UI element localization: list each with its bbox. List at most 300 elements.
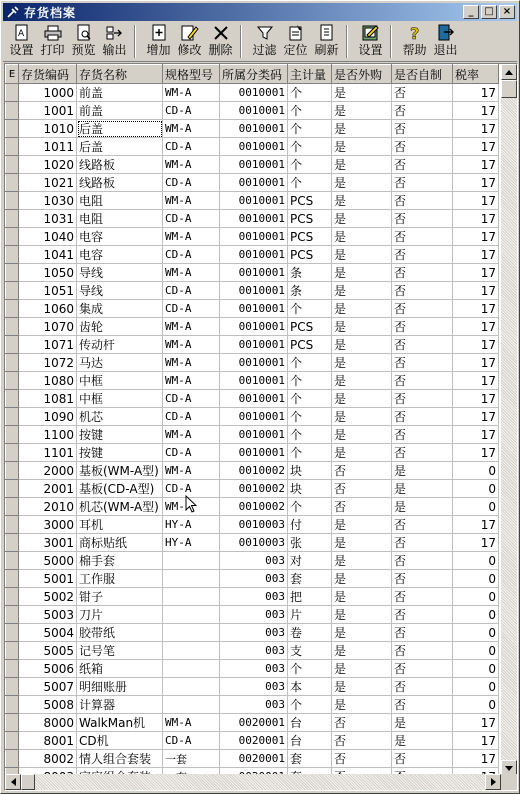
purchased-cell[interactable]: 是 — [332, 264, 392, 282]
unit-cell[interactable]: 个 — [288, 84, 332, 102]
unit-cell[interactable]: 条 — [288, 264, 332, 282]
row-indicator[interactable] — [6, 408, 19, 426]
item-name-cell[interactable]: 机芯(WM-A型) — [77, 498, 163, 516]
row-indicator[interactable] — [6, 102, 19, 120]
table-row[interactable] — [6, 408, 499, 426]
minimize-button[interactable]: _ — [463, 5, 479, 19]
self-made-cell[interactable]: 否 — [392, 426, 453, 444]
item-name-cell[interactable]: 按键 — [77, 426, 163, 444]
table-row[interactable] — [6, 660, 499, 678]
category-code-cell[interactable]: 0010002 — [220, 462, 288, 480]
refresh-button[interactable] — [311, 22, 342, 61]
table-row[interactable] — [6, 264, 499, 282]
row-indicator[interactable] — [6, 246, 19, 264]
self-made-cell[interactable]: 是 — [392, 732, 453, 750]
purchased-cell[interactable]: 是 — [332, 660, 392, 678]
item-code-cell[interactable]: 1072 — [19, 354, 77, 372]
self-made-cell[interactable]: 否 — [392, 318, 453, 336]
row-indicator[interactable] — [6, 300, 19, 318]
column-header[interactable]: 是否外购 — [332, 65, 392, 84]
tax-rate-cell[interactable]: 17 — [453, 408, 499, 426]
purchased-cell[interactable]: 否 — [332, 750, 392, 768]
self-made-cell[interactable]: 否 — [392, 534, 453, 552]
row-indicator[interactable] — [6, 570, 19, 588]
row-indicator[interactable] — [6, 282, 19, 300]
item-name-cell[interactable]: 棉手套 — [77, 552, 163, 570]
item-code-cell[interactable]: 1071 — [19, 336, 77, 354]
purchased-cell[interactable]: 是 — [332, 534, 392, 552]
row-indicator[interactable] — [6, 624, 19, 642]
row-indicator[interactable] — [6, 552, 19, 570]
self-made-cell[interactable]: 否 — [392, 606, 453, 624]
tax-rate-cell[interactable]: 0 — [453, 696, 499, 714]
row-indicator[interactable] — [6, 138, 19, 156]
self-made-cell[interactable]: 否 — [392, 246, 453, 264]
export-button[interactable] — [99, 22, 130, 61]
item-name-cell[interactable]: 纸箱 — [77, 660, 163, 678]
tax-rate-cell[interactable]: 17 — [453, 282, 499, 300]
item-code-cell[interactable]: 1031 — [19, 210, 77, 228]
item-code-cell[interactable]: 5002 — [19, 588, 77, 606]
row-indicator[interactable] — [6, 750, 19, 768]
purchased-cell[interactable]: 是 — [332, 210, 392, 228]
table-row[interactable] — [6, 696, 499, 714]
item-name-cell[interactable]: 基板(WM-A型) — [77, 462, 163, 480]
item-code-cell[interactable]: 1011 — [19, 138, 77, 156]
tax-rate-cell[interactable]: 17 — [453, 174, 499, 192]
item-code-cell[interactable]: 1041 — [19, 246, 77, 264]
self-made-cell[interactable]: 否 — [392, 570, 453, 588]
item-name-cell[interactable]: 商标贴纸 — [77, 534, 163, 552]
spec-cell[interactable]: CD-A — [163, 408, 220, 426]
spec-cell[interactable] — [163, 624, 220, 642]
purchased-cell[interactable]: 是 — [332, 588, 392, 606]
tax-rate-cell[interactable]: 17 — [453, 534, 499, 552]
purchased-cell[interactable]: 是 — [332, 516, 392, 534]
vertical-scrollbar[interactable] — [501, 64, 517, 776]
unit-cell[interactable]: PCS — [288, 192, 332, 210]
item-code-cell[interactable]: 1100 — [19, 426, 77, 444]
row-indicator[interactable] — [6, 480, 19, 498]
unit-cell[interactable]: 条 — [288, 282, 332, 300]
table-row[interactable] — [6, 210, 499, 228]
spec-cell[interactable]: CD-A — [163, 300, 220, 318]
self-made-cell[interactable]: 否 — [392, 516, 453, 534]
table-row[interactable] — [6, 570, 499, 588]
title-bar[interactable] — [3, 3, 517, 21]
purchased-cell[interactable]: 是 — [332, 444, 392, 462]
category-code-cell[interactable]: 0010001 — [220, 174, 288, 192]
item-name-cell[interactable]: 导线 — [77, 282, 163, 300]
tax-rate-cell[interactable]: 0 — [453, 642, 499, 660]
purchased-cell[interactable]: 是 — [332, 192, 392, 210]
purchased-cell[interactable]: 是 — [332, 156, 392, 174]
row-indicator[interactable] — [6, 516, 19, 534]
spec-cell[interactable] — [163, 552, 220, 570]
table-row[interactable] — [6, 588, 499, 606]
printer-button[interactable] — [37, 22, 68, 61]
purchased-cell[interactable]: 是 — [332, 174, 392, 192]
category-code-cell[interactable]: 0010001 — [220, 84, 288, 102]
tax-rate-cell[interactable]: 17 — [453, 138, 499, 156]
item-name-cell[interactable]: 前盖 — [77, 84, 163, 102]
row-indicator[interactable] — [6, 606, 19, 624]
tax-rate-cell[interactable]: 17 — [453, 192, 499, 210]
table-row[interactable] — [6, 174, 499, 192]
row-indicator[interactable] — [6, 210, 19, 228]
purchased-cell[interactable]: 否 — [332, 480, 392, 498]
spec-cell[interactable]: WM-A — [163, 156, 220, 174]
maximize-button[interactable]: □ — [481, 5, 497, 19]
purchased-cell[interactable]: 是 — [332, 642, 392, 660]
tax-rate-cell[interactable]: 0 — [453, 570, 499, 588]
category-code-cell[interactable]: 0010001 — [220, 192, 288, 210]
self-made-cell[interactable]: 否 — [392, 372, 453, 390]
self-made-cell[interactable]: 否 — [392, 192, 453, 210]
item-code-cell[interactable]: 5005 — [19, 642, 77, 660]
category-code-cell[interactable]: 0010001 — [220, 210, 288, 228]
self-made-cell[interactable]: 否 — [392, 138, 453, 156]
item-code-cell[interactable]: 2010 — [19, 498, 77, 516]
table-row[interactable] — [6, 390, 499, 408]
spec-cell[interactable]: 一套 — [163, 750, 220, 768]
unit-cell[interactable]: 套 — [288, 750, 332, 768]
category-code-cell[interactable]: 0010001 — [220, 390, 288, 408]
unit-cell[interactable]: 付 — [288, 516, 332, 534]
purchased-cell[interactable]: 是 — [332, 624, 392, 642]
tax-rate-cell[interactable]: 0 — [453, 462, 499, 480]
unit-cell[interactable]: 张 — [288, 534, 332, 552]
tax-rate-cell[interactable]: 17 — [453, 246, 499, 264]
tax-rate-cell[interactable]: 17 — [453, 714, 499, 732]
purchased-cell[interactable]: 是 — [332, 246, 392, 264]
item-name-cell[interactable]: 马达 — [77, 354, 163, 372]
purchased-cell[interactable]: 是 — [332, 102, 392, 120]
unit-cell[interactable]: PCS — [288, 336, 332, 354]
unit-cell[interactable]: PCS — [288, 318, 332, 336]
category-code-cell[interactable]: 0020001 — [220, 732, 288, 750]
self-made-cell[interactable]: 否 — [392, 660, 453, 678]
tax-rate-cell[interactable]: 17 — [453, 318, 499, 336]
self-made-cell[interactable]: 否 — [392, 156, 453, 174]
purchased-cell[interactable]: 是 — [332, 228, 392, 246]
tax-rate-cell[interactable]: 17 — [453, 336, 499, 354]
row-indicator[interactable] — [6, 336, 19, 354]
item-code-cell[interactable]: 3000 — [19, 516, 77, 534]
purchased-cell[interactable]: 是 — [332, 570, 392, 588]
spec-cell[interactable]: WM-A — [163, 264, 220, 282]
tax-rate-cell[interactable]: 17 — [453, 354, 499, 372]
unit-cell[interactable]: 台 — [288, 732, 332, 750]
tax-rate-cell[interactable]: 0 — [453, 678, 499, 696]
row-indicator[interactable] — [6, 228, 19, 246]
item-name-cell[interactable]: 计算器 — [77, 696, 163, 714]
item-name-cell[interactable]: 明细账册 — [77, 678, 163, 696]
category-code-cell[interactable]: 0010003 — [220, 516, 288, 534]
unit-cell[interactable]: 卷 — [288, 624, 332, 642]
unit-cell[interactable]: 块 — [288, 480, 332, 498]
row-indicator[interactable] — [6, 264, 19, 282]
filter-button[interactable] — [249, 22, 280, 61]
item-name-cell[interactable]: 按键 — [77, 444, 163, 462]
spec-cell[interactable]: WM-A — [163, 372, 220, 390]
item-code-cell[interactable]: 1010 — [19, 120, 77, 138]
item-name-cell[interactable]: 基板(CD-A型) — [77, 480, 163, 498]
purchased-cell[interactable]: 是 — [332, 354, 392, 372]
row-indicator[interactable] — [6, 660, 19, 678]
table-row[interactable] — [6, 336, 499, 354]
category-code-cell[interactable]: 0010002 — [220, 480, 288, 498]
table-row[interactable] — [6, 102, 499, 120]
item-code-cell[interactable]: 2000 — [19, 462, 77, 480]
item-name-cell[interactable]: 记号笔 — [77, 642, 163, 660]
table-row[interactable] — [6, 318, 499, 336]
category-code-cell[interactable]: 0010002 — [220, 498, 288, 516]
tax-rate-cell[interactable]: 17 — [453, 264, 499, 282]
row-indicator[interactable] — [6, 372, 19, 390]
item-name-cell[interactable]: WalkMan机 — [77, 714, 163, 732]
category-code-cell[interactable]: 003 — [220, 570, 288, 588]
item-code-cell[interactable]: 5003 — [19, 606, 77, 624]
spec-cell[interactable]: CD-A — [163, 210, 220, 228]
self-made-cell[interactable]: 否 — [392, 354, 453, 372]
category-code-cell[interactable]: 0010001 — [220, 156, 288, 174]
row-indicator[interactable] — [6, 678, 19, 696]
tax-rate-cell[interactable]: 0 — [453, 498, 499, 516]
item-name-cell[interactable]: 前盖 — [77, 102, 163, 120]
column-header[interactable]: 规格型号 — [163, 65, 220, 84]
category-code-cell[interactable]: 003 — [220, 642, 288, 660]
table-row[interactable] — [6, 138, 499, 156]
category-code-cell[interactable]: 003 — [220, 624, 288, 642]
help-button[interactable] — [399, 22, 430, 61]
item-code-cell[interactable]: 1051 — [19, 282, 77, 300]
item-code-cell[interactable]: 1021 — [19, 174, 77, 192]
row-indicator[interactable] — [6, 192, 19, 210]
unit-cell[interactable]: 个 — [288, 156, 332, 174]
row-indicator[interactable] — [6, 318, 19, 336]
item-code-cell[interactable]: 1001 — [19, 102, 77, 120]
purchased-cell[interactable]: 是 — [332, 678, 392, 696]
vertical-scroll-thumb[interactable] — [501, 80, 517, 98]
item-name-cell[interactable]: 传动杆 — [77, 336, 163, 354]
column-header[interactable]: 是否自制 — [392, 65, 453, 84]
item-code-cell[interactable]: 5007 — [19, 678, 77, 696]
category-code-cell[interactable]: 0020001 — [220, 714, 288, 732]
unit-cell[interactable]: 个 — [288, 174, 332, 192]
row-indicator[interactable] — [6, 588, 19, 606]
self-made-cell[interactable]: 否 — [392, 678, 453, 696]
spec-cell[interactable] — [163, 696, 220, 714]
item-code-cell[interactable]: 1020 — [19, 156, 77, 174]
row-indicator[interactable] — [6, 444, 19, 462]
table-row[interactable] — [6, 462, 499, 480]
row-indicator[interactable] — [6, 462, 19, 480]
item-name-cell[interactable]: 后盖 — [77, 138, 163, 156]
row-indicator[interactable] — [6, 156, 19, 174]
unit-cell[interactable]: PCS — [288, 228, 332, 246]
category-code-cell[interactable]: 0010001 — [220, 102, 288, 120]
row-indicator[interactable] — [6, 498, 19, 516]
row-indicator[interactable] — [6, 174, 19, 192]
category-code-cell[interactable]: 0010001 — [220, 426, 288, 444]
self-made-cell[interactable]: 否 — [392, 444, 453, 462]
category-code-cell[interactable]: 003 — [220, 552, 288, 570]
tax-rate-cell[interactable]: 17 — [453, 120, 499, 138]
spec-cell[interactable]: CD-A — [163, 246, 220, 264]
table-row[interactable] — [6, 84, 499, 102]
self-made-cell[interactable]: 是 — [392, 714, 453, 732]
purchased-cell[interactable]: 是 — [332, 390, 392, 408]
purchased-cell[interactable]: 是 — [332, 300, 392, 318]
row-indicator[interactable] — [6, 390, 19, 408]
unit-cell[interactable]: 个 — [288, 300, 332, 318]
item-name-cell[interactable]: 钳子 — [77, 588, 163, 606]
spec-cell[interactable] — [163, 660, 220, 678]
spec-cell[interactable]: WM-A — [163, 354, 220, 372]
self-made-cell[interactable]: 否 — [392, 624, 453, 642]
row-indicator[interactable] — [6, 120, 19, 138]
item-name-cell[interactable]: 电阻 — [77, 210, 163, 228]
spec-cell[interactable]: WM- — [163, 498, 220, 516]
unit-cell[interactable]: 块 — [288, 462, 332, 480]
category-code-cell[interactable]: 0010001 — [220, 336, 288, 354]
item-name-cell[interactable]: 机芯 — [77, 408, 163, 426]
purchased-cell[interactable]: 是 — [332, 552, 392, 570]
category-code-cell[interactable]: 0010001 — [220, 372, 288, 390]
item-name-cell[interactable]: 耳机 — [77, 516, 163, 534]
category-code-cell[interactable]: 0010001 — [220, 318, 288, 336]
item-code-cell[interactable]: 3001 — [19, 534, 77, 552]
spec-cell[interactable]: HY-A — [163, 534, 220, 552]
item-code-cell[interactable]: 1101 — [19, 444, 77, 462]
row-indicator[interactable] — [6, 696, 19, 714]
item-code-cell[interactable]: 1081 — [19, 390, 77, 408]
unit-cell[interactable]: 个 — [288, 390, 332, 408]
table-row[interactable] — [6, 516, 499, 534]
category-code-cell[interactable]: 0010001 — [220, 408, 288, 426]
item-name-cell[interactable]: 集成 — [77, 300, 163, 318]
settings-button[interactable] — [355, 22, 386, 61]
item-name-cell[interactable]: CD机 — [77, 732, 163, 750]
spec-cell[interactable]: CD-A — [163, 102, 220, 120]
purchased-cell[interactable]: 否 — [332, 732, 392, 750]
table-row[interactable] — [6, 732, 499, 750]
spec-cell[interactable]: WM-A — [163, 336, 220, 354]
row-indicator[interactable] — [6, 714, 19, 732]
item-name-cell[interactable]: 胶带纸 — [77, 624, 163, 642]
self-made-cell[interactable]: 否 — [392, 696, 453, 714]
table-row[interactable] — [6, 534, 499, 552]
row-indicator[interactable] — [6, 534, 19, 552]
item-name-cell[interactable]: 线路板 — [77, 174, 163, 192]
spec-cell[interactable]: WM-A — [163, 318, 220, 336]
self-made-cell[interactable]: 否 — [392, 552, 453, 570]
item-name-cell[interactable]: 中框 — [77, 390, 163, 408]
inventory-grid[interactable] — [4, 63, 518, 791]
item-name-cell[interactable]: 刀片 — [77, 606, 163, 624]
unit-cell[interactable]: 本 — [288, 678, 332, 696]
table-row[interactable] — [6, 714, 499, 732]
self-made-cell[interactable]: 否 — [392, 174, 453, 192]
table-row[interactable] — [6, 678, 499, 696]
tax-rate-cell[interactable]: 17 — [453, 300, 499, 318]
purchased-cell[interactable]: 否 — [332, 462, 392, 480]
spec-cell[interactable]: CD-A — [163, 282, 220, 300]
table-row[interactable] — [6, 246, 499, 264]
self-made-cell[interactable]: 否 — [392, 300, 453, 318]
item-code-cell[interactable]: 5006 — [19, 660, 77, 678]
item-name-cell[interactable]: 线路板 — [77, 156, 163, 174]
table-row[interactable] — [6, 426, 499, 444]
category-code-cell[interactable]: 0010001 — [220, 120, 288, 138]
tax-rate-cell[interactable]: 0 — [453, 660, 499, 678]
add-button[interactable] — [143, 22, 174, 61]
category-code-cell[interactable]: 003 — [220, 660, 288, 678]
horizontal-scroll-thumb[interactable] — [21, 774, 35, 790]
item-code-cell[interactable]: 1040 — [19, 228, 77, 246]
column-header[interactable]: 存货名称 — [77, 65, 163, 84]
category-code-cell[interactable]: 003 — [220, 588, 288, 606]
purchased-cell[interactable]: 是 — [332, 426, 392, 444]
tax-rate-cell[interactable]: 17 — [453, 750, 499, 768]
category-code-cell[interactable]: 0010001 — [220, 264, 288, 282]
spec-cell[interactable]: WM-A — [163, 84, 220, 102]
table-row[interactable] — [6, 282, 499, 300]
table-row[interactable] — [6, 552, 499, 570]
item-code-cell[interactable]: 5001 — [19, 570, 77, 588]
spec-cell[interactable]: CD-A — [163, 480, 220, 498]
item-code-cell[interactable]: 1080 — [19, 372, 77, 390]
unit-cell[interactable]: 个 — [288, 120, 332, 138]
unit-cell[interactable]: 支 — [288, 642, 332, 660]
spec-cell[interactable] — [163, 642, 220, 660]
self-made-cell[interactable]: 否 — [392, 84, 453, 102]
table-row[interactable] — [6, 480, 499, 498]
category-code-cell[interactable]: 0010001 — [220, 282, 288, 300]
table-row[interactable] — [6, 444, 499, 462]
self-made-cell[interactable]: 是 — [392, 498, 453, 516]
column-header[interactable]: 所属分类码 — [220, 65, 288, 84]
spec-cell[interactable] — [163, 570, 220, 588]
item-name-cell[interactable]: 导线 — [77, 264, 163, 282]
column-header[interactable]: 税率 — [453, 65, 499, 84]
scroll-left-button[interactable] — [5, 774, 21, 790]
category-code-cell[interactable]: 0010001 — [220, 354, 288, 372]
self-made-cell[interactable]: 否 — [392, 390, 453, 408]
page-setup-button[interactable] — [6, 22, 37, 61]
self-made-cell[interactable]: 否 — [392, 210, 453, 228]
unit-cell[interactable]: 套 — [288, 570, 332, 588]
item-name-cell[interactable]: 电容 — [77, 246, 163, 264]
unit-cell[interactable]: 个 — [288, 498, 332, 516]
table-row[interactable] — [6, 624, 499, 642]
category-code-cell[interactable]: 0010001 — [220, 228, 288, 246]
unit-cell[interactable]: 对 — [288, 552, 332, 570]
category-code-cell[interactable]: 0010001 — [220, 246, 288, 264]
item-code-cell[interactable]: 1030 — [19, 192, 77, 210]
item-name-cell[interactable]: 中框 — [77, 372, 163, 390]
unit-cell[interactable]: PCS — [288, 210, 332, 228]
table-row[interactable] — [6, 156, 499, 174]
item-code-cell[interactable]: 1050 — [19, 264, 77, 282]
unit-cell[interactable]: 个 — [288, 102, 332, 120]
category-code-cell[interactable]: 003 — [220, 678, 288, 696]
item-code-cell[interactable]: 8001 — [19, 732, 77, 750]
category-code-cell[interactable]: 003 — [220, 606, 288, 624]
item-code-cell[interactable]: 8000 — [19, 714, 77, 732]
delete-button[interactable] — [205, 22, 236, 61]
